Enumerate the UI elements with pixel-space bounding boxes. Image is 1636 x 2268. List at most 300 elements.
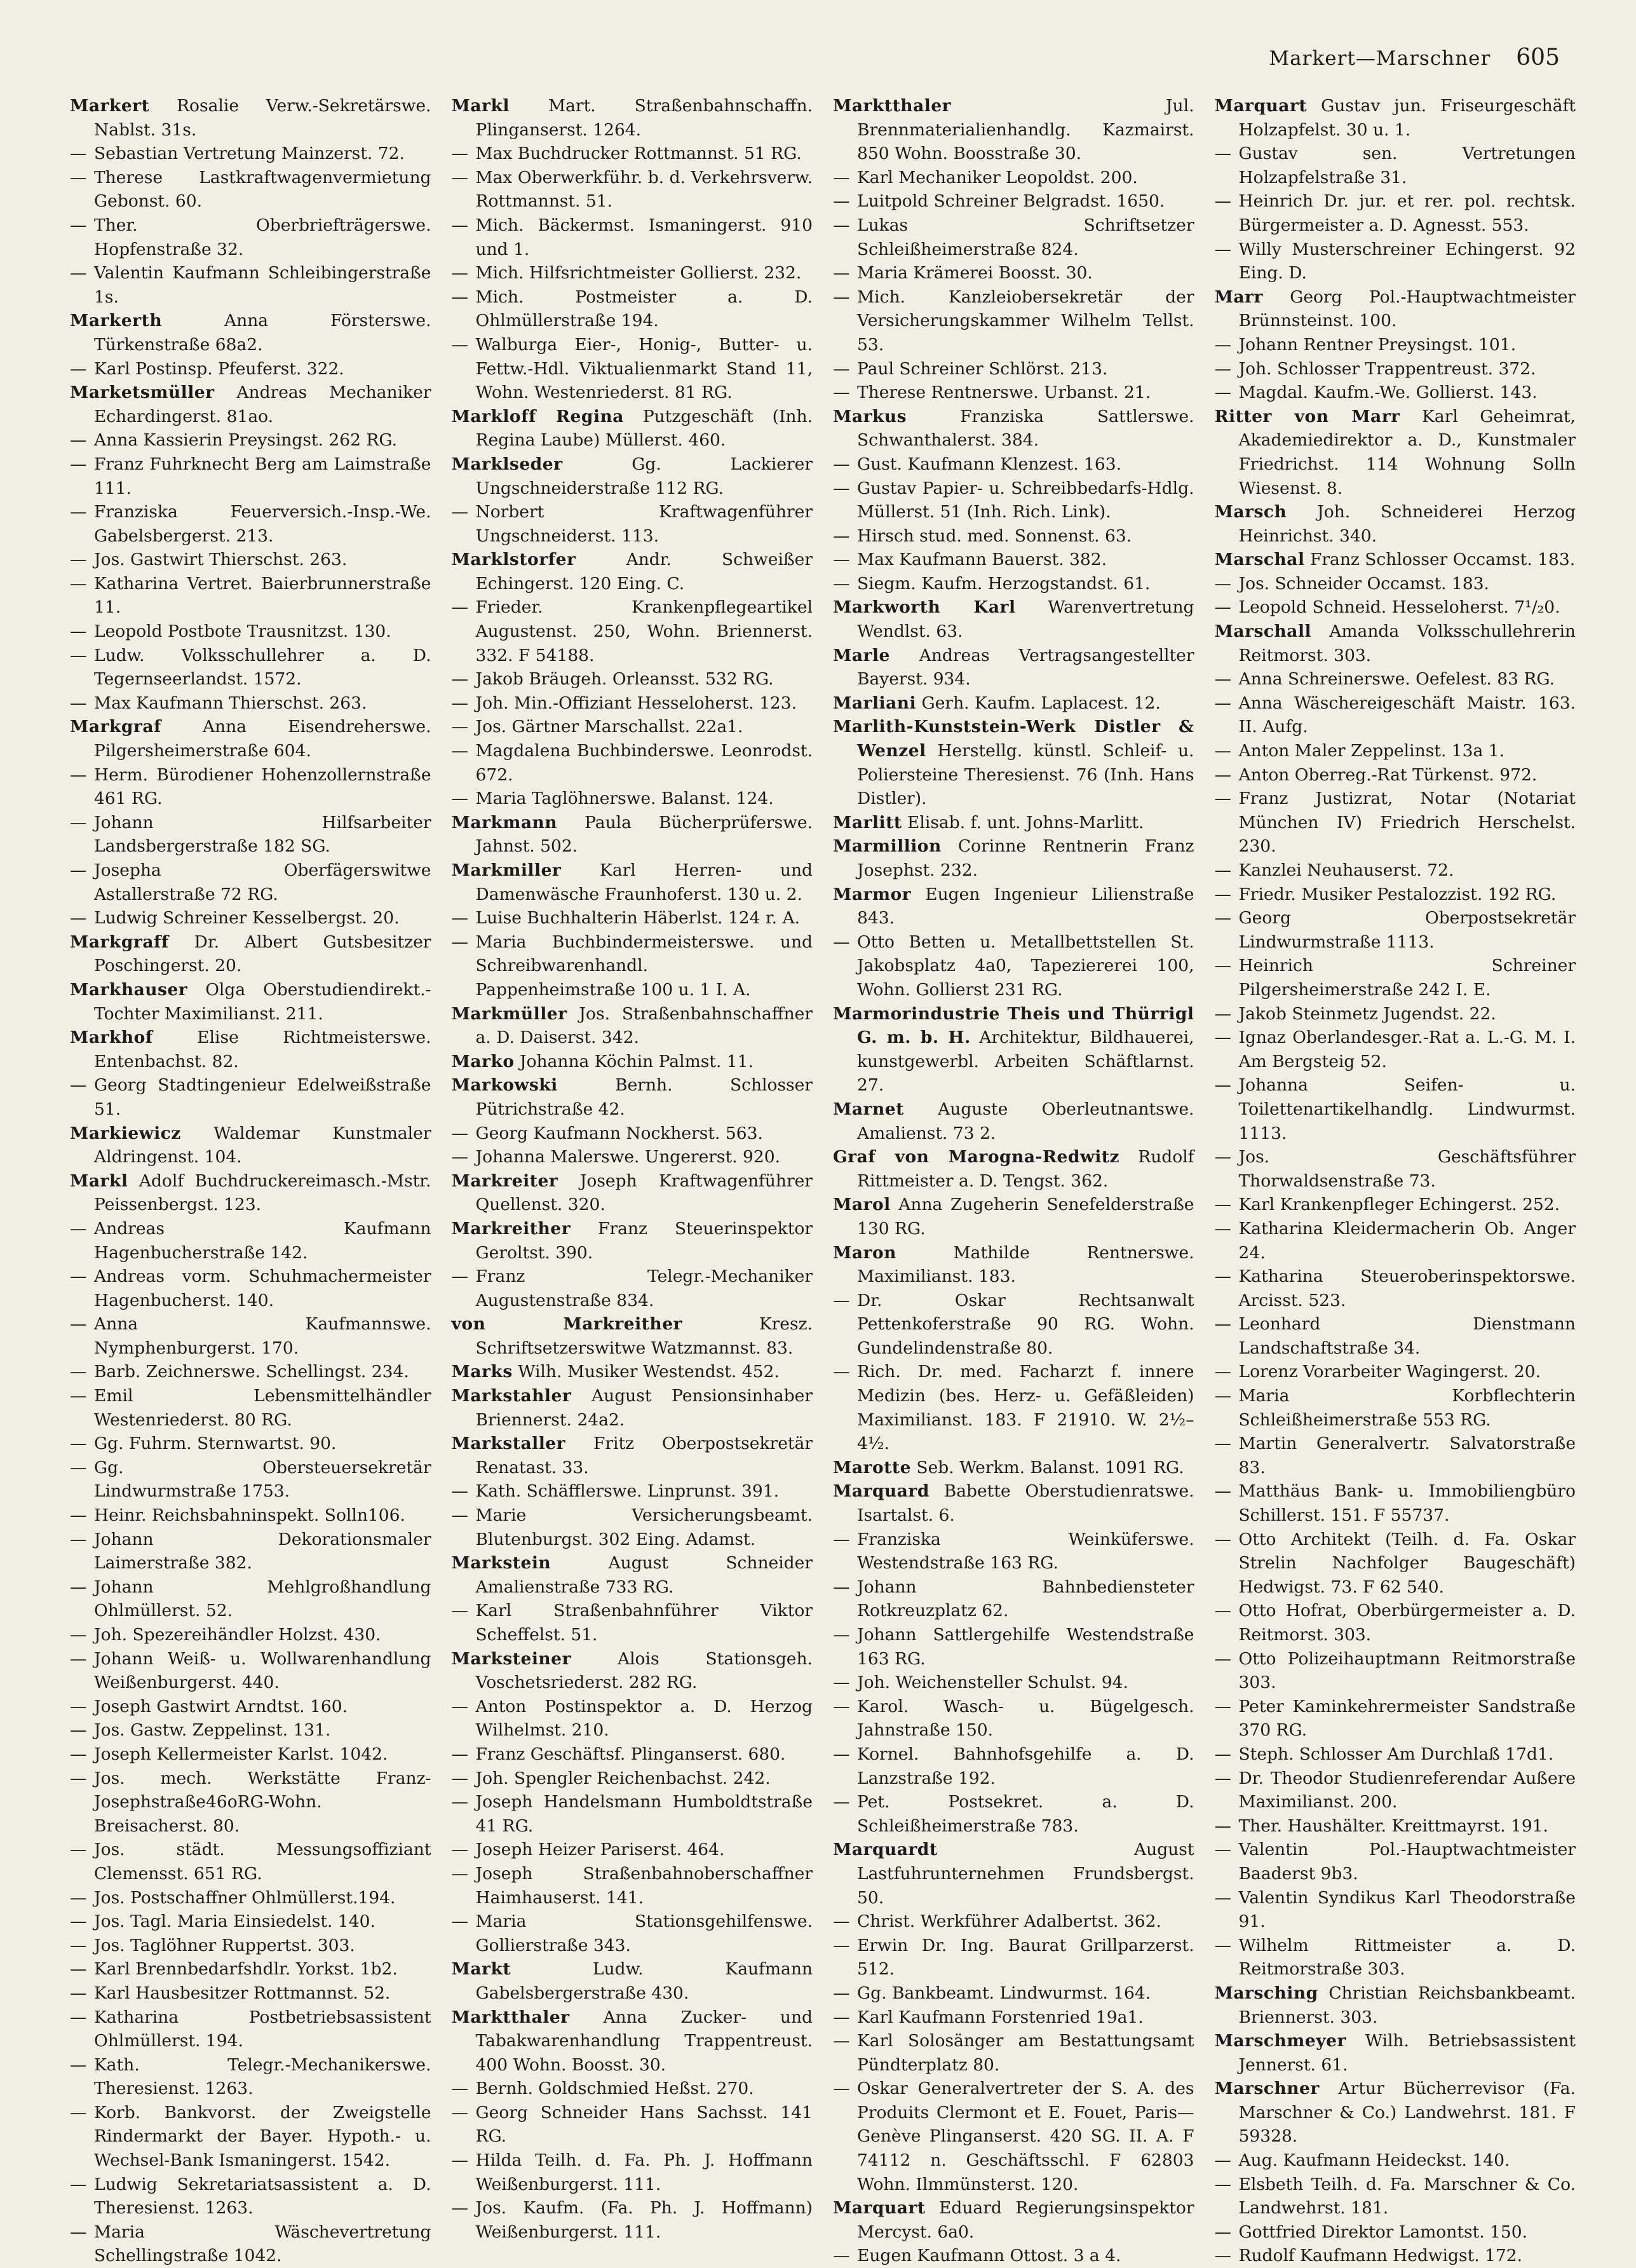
entry-surname: Marschmeyer [1214,2031,1346,2051]
entry-surname: Markus [833,406,907,426]
ditto-dash: — [451,693,468,713]
directory-subentry [70,1456,431,1504]
entry-details: Johanna Malerswe. Ungererst. 920. [475,1147,781,1167]
entry-details: Elisab. f. unt. Johns-Marlitt. [907,812,1144,832]
ditto-dash: — [833,932,850,952]
ditto-dash: — [451,287,468,307]
directory-subentry [1215,1384,1576,1432]
ditto-dash: — [451,1266,468,1287]
entry-details: Johann Dekorationsmaler Laimerstraße 382. [94,1529,431,1573]
entry-details: Katharina Vertret. Baierbrunnerstraße 11. [94,573,431,618]
entry-surname: Marquart [1214,96,1308,116]
entry-details: Andreas Kaufmann Hagenbucherstraße 142. [94,1218,431,1263]
directory-subentry [1215,787,1576,859]
directory-subentry [452,166,813,214]
directory-subentry [70,1384,431,1432]
ditto-dash: — [833,573,850,594]
entry-details: Maria Buchbindermeisterswe. und Schreibwarenhandl. Pappenheimstraße 100 u. 1 I. A. [475,932,813,1000]
entry-details: Friedr. Musiker Pestalozzist. 192 RG. [1238,884,1557,904]
ditto-dash: — [451,1768,468,1788]
directory-entry [452,1073,813,1121]
entry-details: Karl Straßenbahnführer Viktor Scheffelst. 51. [475,1601,813,1645]
entry-details: Georg Oberpostsekretär Lindwurmstraße 1113. [1238,908,1576,952]
directory-subentry [452,142,813,166]
ditto-dash: — [833,2246,850,2266]
directory-subentry [833,524,1194,548]
ditto-dash: — [451,1744,468,1764]
directory-subentry [452,285,813,333]
directory-subentry [70,1312,431,1360]
ditto-dash: — [1214,1840,1231,1860]
directory-subentry [833,2029,1194,2077]
entry-details: Siegm. Kaufm. Herzogstandst. 61. [857,573,1151,594]
entry-details: Dr. Oskar Rechtsanwalt Pettenkoferstraße 90 RG. Wohn. Gundelindenstraße 80. [857,1290,1194,1358]
directory-subentry [70,2053,431,2101]
entry-details: Erwin Dr. Ing. Baurat Grillparzerst. 512. [857,1935,1194,1979]
directory-subentry [1215,381,1576,405]
directory-entry [70,978,431,1026]
entry-surname: Marktthaler [833,96,952,116]
entry-details: Jos. Schneider Occamst. 183. [1238,573,1489,594]
entry-surname: Markerth [70,311,163,331]
ditto-dash: — [70,1935,87,1955]
entry-details: Leopold Postbote Trausnitzst. 130. [94,621,391,642]
entry-details: Anna Schreinerswe. Oefelest. 83 RG. [1238,669,1555,689]
ditto-dash: — [1214,1529,1231,1549]
directory-subentry [833,1671,1194,1695]
ditto-dash: — [833,1912,850,1932]
directory-entry [1215,285,1576,333]
ditto-dash: — [70,1720,87,1741]
directory-entry [452,1050,813,1074]
ditto-dash: — [70,1625,87,1645]
entry-surname: Marle [833,645,890,665]
entry-details: Wilh. Betriebsassistent Jennerst. 61. [1238,2031,1576,2075]
entry-details: Johann Sattlergehilfe Westendstraße 163 RG. [857,1625,1194,1669]
directory-subentry [70,811,431,859]
ditto-dash: — [1214,573,1231,594]
entry-details: Jul. Brennmaterialienhandlg. Kazmairst. 850 Wohn. Boosstraße 30. [857,96,1194,164]
directory-subentry [70,1504,431,1528]
directory-subentry [70,1528,431,1575]
ditto-dash: — [1214,1935,1231,1955]
directory-subentry [70,261,431,309]
entry-surname: Marschal [1214,550,1305,570]
directory-subentry [1215,1934,1576,1981]
entry-details: August Lastfuhrunternehmen Frundsbergst. 50. [857,1840,1194,1908]
ditto-dash: — [1214,669,1231,689]
entry-details: Ludwig Sekretariatsassistent a. D. Theresienst. 1263. [94,2174,431,2218]
directory-subentry [70,452,431,500]
entry-details: Karl Brennbedarfshdlr. Yorkst. 1b2. [94,1959,398,1979]
entry-details: Putzgeschäft (Inh. Regina Laube) Müllerst. 460. [475,406,813,451]
directory-entry [452,1432,813,1479]
directory-subentry [833,1695,1194,1742]
entry-details: Anna Wäschereigeschäft Maistr. 163. II. Aufg. [1238,693,1576,737]
entry-details: Rudolf Rittmeister a. D. Tengst. 362. [857,1147,1194,1191]
page-header [76,44,1560,70]
entry-details: Karl Solosänger am Bestattungsamt Pündterplatz 80. [857,2031,1194,2075]
entry-details: Franz Geschäftsf. Plinganserst. 680. [475,1744,786,1764]
directory-subentry [452,1910,813,1957]
entry-details: Gerh. Kaufm. Laplacest. 12. [921,693,1161,713]
directory-subentry [452,930,813,1002]
ditto-dash: — [451,717,468,737]
entry-details: Alois Stationsgeh. Voschetsriederst. 282 RG. [475,1648,813,1693]
directory-subentry [70,1838,431,1885]
entry-details: Mich. Kanzleiobersekretär der Versicherungskammer Wilhelm Tellst. 53. [857,287,1194,355]
directory-subentry [833,1623,1194,1671]
entry-surname: Graf von Marogna-Redwitz [833,1147,1120,1167]
entry-details: Maria Korbflechterin Schleißheimerstraße 553 RG. [1238,1386,1576,1430]
entry-surname: Marmor [833,884,912,904]
ditto-dash: — [70,1696,87,1716]
entry-details: Luise Buchhalterin Häberlst. 124 r. A. [475,908,801,928]
directory-subentry [452,906,813,930]
directory-subentry [1215,1217,1576,1265]
ditto-dash: — [451,741,468,761]
entry-surname: Marschall [1214,621,1312,642]
ditto-dash: — [70,2054,87,2075]
directory-subentry [70,1575,431,1623]
entry-details: Andreas Mechaniker Echardingerst. 81ao. [94,383,431,426]
ditto-dash: — [833,2007,850,2027]
directory-subentry [833,1790,1194,1838]
entry-details: Lukas Schriftsetzer Schleißheimerstraße 824. [857,215,1194,259]
entry-details: Frieder. Krankenpflegeartikel Augustenst. 250, Wohn. Briennerst. 332. F 54188. [475,597,813,665]
entry-details: Gg. Lackierer Ungschneiderstraße 112 RG. [475,454,813,498]
directory-entry [833,1241,1194,1289]
ditto-dash: — [833,478,850,498]
ditto-dash: — [1214,1816,1231,1836]
entry-details: Jos. Gärtner Marschallst. 22a1. [475,717,743,737]
entry-surname: Markgraf [70,717,161,737]
directory-subentry [70,1767,431,1838]
entry-details: Otto Betten u. Metallbettstellen St. Jakobsplatz 4a0, Tapeziererei 100, Wohn. Gollierst 231 RG. [857,932,1194,1000]
ditto-dash: — [1214,191,1231,212]
directory-subentry [452,500,813,548]
directory-entry [833,1479,1194,1527]
entry-details: Joseph Kellermeister Karlst. 1042. [94,1744,388,1764]
entry-details: Lorenz Vorarbeiter Wagingerst. 20. [1238,1362,1541,1382]
entry-details: Anna Eisendreherswe. Pilgersheimerstraße 604. [94,717,431,761]
ditto-dash: — [451,334,468,355]
entry-details: Joseph Straßenbahnoberschaffner Haimhauserst. 141. [475,1863,813,1908]
entry-details: Steph. Schlosser Am Durchlaß 17d1. [1238,1744,1554,1764]
entry-details: Maria Wäschevertretung Schellingstraße 1042. [94,2222,431,2266]
directory-subentry [70,1623,431,1647]
entry-surname: Markstahler [451,1386,572,1406]
directory-subentry [452,1504,813,1551]
entry-details: Warenvertretung Wendlst. 63. [857,597,1194,642]
directory-subentry [452,333,813,405]
directory-subentry [70,2006,431,2053]
ditto-dash: — [451,932,468,952]
entry-details: Kath. Telegr.-Mechanikerswe. Theresienst. 1263. [94,2054,431,2099]
directory-entry [452,1360,813,1384]
entry-details: Max Kaufmann Thierschst. 263. [94,693,367,713]
ditto-dash: — [70,1887,87,1908]
ditto-dash: — [833,358,850,379]
directory-subentry [1215,2149,1576,2173]
directory-subentry [1215,1886,1576,1934]
entry-details: Ludw. Volksschullehrer a. D. Tegernseerlandst. 1572. [94,645,431,689]
ditto-dash: — [1214,1075,1231,1096]
entry-details: Ludw. Kaufmann Gabelsbergerstraße 430. [475,1959,813,2003]
entry-details: Johanna Köchin Palmst. 11. [519,1051,754,1071]
ditto-dash: — [1214,1434,1231,1454]
ditto-dash: — [451,1601,468,1621]
directory-subentry [1215,1193,1576,1217]
directory-columns [70,94,1576,2266]
entry-surname: Markhauser [70,979,188,1000]
directory-subentry [70,166,431,214]
entry-details: Max Buchdrucker Rottmannst. 51 RG. [475,144,802,164]
entry-details: Dr. Theodor Studienreferendar Außere Maximilianst. 200. [1238,1768,1576,1812]
entry-details: Mich. Hilfsrichtmeister Gollierst. 232. [475,263,802,283]
entry-surname: Marquardt [833,1840,938,1860]
entry-details: Joh. Schneiderei Herzog Heinrichst. 340. [1238,502,1576,546]
ditto-dash: — [1214,1362,1231,1382]
entry-surname: Marol [833,1195,891,1215]
directory-subentry [452,1265,813,1312]
ditto-dash: — [833,1673,850,1693]
entry-details: Gustav Papier- u. Schreibbedarfs-Hdlg. Müllerst. 51 (Inh. Rich. Link). [857,478,1194,522]
directory-subentry [70,142,431,166]
ditto-dash: — [451,1792,468,1812]
directory-entry [452,1002,813,1050]
entry-details: Babette Oberstudienratswe. Isartalst. 6. [857,1481,1194,1526]
entry-details: Auguste Oberleutnantswe. Amalienst. 73 2. [857,1099,1194,1143]
entry-surname: Markgraff [70,932,169,952]
directory-subentry [452,2077,813,2101]
directory-subentry [833,214,1194,261]
ditto-dash: — [70,1457,87,1477]
entry-surname: Marr [1214,287,1263,307]
directory-subentry [452,691,813,716]
directory-subentry [1215,763,1576,787]
directory-subentry [70,644,431,691]
ditto-dash: — [833,1696,850,1716]
directory-subentry [452,261,813,285]
directory-subentry [1215,1073,1576,1145]
entry-details: August Pensionsinhaber Briennerst. 24a2. [475,1386,813,1430]
ditto-dash: — [70,1959,87,1979]
ditto-dash: — [1214,597,1231,618]
directory-subentry [1215,954,1576,1002]
ditto-dash: — [1214,741,1231,761]
directory-subentry [70,1886,431,1910]
entry-surname: Marliani [833,693,917,713]
ditto-dash: — [70,1386,87,1406]
directory-subentry [833,1289,1194,1361]
entry-surname: Marlith-Kunststein-Werk Distler & Wenzel [833,717,1194,761]
entry-details: Johann Bahnbediensteter Rotkreuzplatz 62. [857,1577,1194,1621]
directory-entry [70,381,431,428]
ditto-dash: — [70,693,87,713]
ditto-dash: — [1214,144,1231,164]
directory-entry [70,94,431,142]
entry-surname: Markt [451,1959,511,1979]
entry-surname: Markmüller [451,1003,567,1024]
ditto-dash: — [451,1840,468,1860]
ditto-dash: — [70,1648,87,1669]
entry-details: Rudolf Kaufmann Hedwigst. 172. [1238,2246,1523,2266]
directory-subentry [1215,238,1576,285]
entry-surname: Marotte [833,1457,911,1477]
column-4 [1215,94,1576,2268]
directory-entry [452,452,813,500]
directory-entry [452,811,813,859]
directory-entry [452,1551,813,1599]
running-title: Markert—Marschner [1269,47,1491,70]
directory-subentry [1215,739,1576,763]
entry-details: Pet. Postsekret. a. D. Schleißheimerstraße 783. [857,1792,1194,1836]
directory-subentry [452,667,813,691]
directory-subentry [70,1981,431,2006]
entry-details: Eugen Ingenieur Lilienstraße 843. [857,884,1194,928]
entry-surname: Marko [451,1051,515,1071]
directory-entry [833,94,1194,166]
entry-details: Peter Kaminkehrermeister Sandstraße 370 RG. [1238,1696,1576,1741]
entry-surname: Markhof [70,1028,153,1048]
directory-subentry [833,2077,1194,2196]
directory-subentry [833,357,1194,381]
ditto-dash: — [451,908,468,928]
entry-details: Herstellg. künstl. Schleif- u. Poliersteine Theresienst. 76 (Inh. Hans Distler). [857,741,1194,809]
ditto-dash: — [833,1935,850,1955]
directory-subentry [1215,1360,1576,1384]
directory-subentry [833,1742,1194,1790]
directory-entry [452,1384,813,1432]
directory-entry [1215,548,1576,572]
ditto-dash: — [70,1529,87,1549]
directory-entry [833,644,1194,691]
ditto-dash: — [451,215,468,235]
ditto-dash: — [833,191,850,212]
directory-subentry [1215,1838,1576,1885]
directory-subentry [833,1910,1194,1934]
ditto-dash: — [1214,334,1231,355]
ditto-dash: — [833,2079,850,2099]
entry-details: Katharina Steueroberinspektorswe. Arcisst. 523. [1238,1266,1576,1310]
ditto-dash: — [70,1434,87,1454]
directory-subentry [70,1934,431,1958]
ditto-dash: — [70,167,87,187]
directory-subentry [452,1790,813,1838]
directory-subentry [833,1934,1194,1981]
entry-details: Mathilde Rentnerswe. Maximilianst. 183. [857,1242,1194,1287]
ditto-dash: — [451,669,468,689]
entry-details: Franziska Feuerversich.-Insp.-We. Gabelsbergerst. 213. [94,502,431,546]
directory-subentry [1215,2173,1576,2220]
entry-details: Rich. Dr. med. Facharzt f. innere Medizin (bes. Herz- u. Gefäßleiden) Maximilianst. 183. F 21910. W. 2½–4½. [857,1362,1194,1454]
ditto-dash: — [1214,1314,1231,1334]
directory-entry [833,691,1194,716]
entry-details: Jos. mech. Werkstätte Franz-Josephstraße46oRG-Wohn. Breisacherst. 80. [94,1768,431,1836]
ditto-dash: — [1214,908,1231,928]
entry-details: Jos. Kaufm. (Fa. Ph. J. Hoffmann) Weißenburgerst. 111. [475,2198,813,2242]
entry-details: August Schneider Amalienstraße 733 RG. [475,1553,813,1597]
directory-entry [833,883,1194,930]
directory-subentry [70,1742,431,1767]
ditto-dash: — [1214,1768,1231,1788]
directory-entry [452,405,813,452]
directory-entry [70,309,431,356]
directory-subentry [70,620,431,644]
entry-details: Jos. Tagl. Maria Einsiedelst. 140. [94,1912,375,1932]
directory-subentry [1215,1312,1576,1360]
column-3 [833,94,1194,2268]
ditto-dash: — [70,621,87,642]
directory-entry [833,405,1194,452]
directory-subentry [70,357,431,381]
ditto-dash: — [1214,1601,1231,1621]
entry-details: Karl Kaufmann Forstenried 19a1. [857,2007,1144,2027]
entry-details: Paul Schreiner Schlörst. 213. [857,358,1108,379]
directory-subentry [1215,1599,1576,1647]
directory-subentry [1215,691,1576,739]
entry-surname: Marlitt [833,812,902,832]
directory-subentry [452,1862,813,1910]
ditto-dash: — [70,2222,87,2242]
directory-subentry [452,1742,813,1767]
directory-entry [833,1002,1194,1097]
directory-subentry [1215,667,1576,691]
directory-entry [70,930,431,978]
directory-entry [1215,620,1576,667]
ditto-dash: — [1214,239,1231,259]
directory-subentry [833,930,1194,1002]
directory-subentry [1215,1432,1576,1479]
directory-subentry [70,2101,431,2173]
entry-details: Anton Oberreg.-Rat Türkenst. 972. [1238,764,1538,785]
entry-details: Max Kaufmann Bauerst. 382. [857,550,1107,570]
ditto-dash: — [70,1983,87,2003]
entry-surname: Marktthaler [451,2007,570,2027]
entry-surname: Markstein [451,1553,551,1573]
directory-subentry [452,595,813,667]
directory-entry [452,548,813,595]
ditto-dash: — [1214,383,1231,403]
entry-surname: Markl [70,1171,128,1191]
ditto-dash: — [833,1625,850,1645]
ditto-dash: — [451,167,468,187]
entry-surname: Markert [70,96,150,116]
entry-details: Kanzlei Neuhauserst. 72. [1238,860,1454,880]
ditto-dash: — [70,1314,87,1334]
directory-subentry [1215,572,1576,596]
entry-details: Andreas vorm. Schuhmachermeister Hagenbucherst. 140. [94,1266,431,1310]
directory-entry [1215,94,1576,142]
entry-details: Bernh. Goldschmied Heßst. 270. [475,2079,754,2099]
entry-details: Eugen Kaufmann Ottost. 3 a 4. [857,2246,1121,2266]
entry-details: Kresz. Schriftsetzerswitwe Watzmannst. 83. [475,1314,813,1358]
ditto-dash: — [1214,860,1231,880]
directory-entry [452,859,813,906]
entry-details: Gustav sen. Vertretungen Holzapfelstraße 31. [1238,144,1576,187]
entry-details: Kornel. Bahnhofsgehilfe a. D. Lanzstraße 192. [857,1744,1194,1788]
entry-details: Ignaz Oberlandesger.-Rat a. L.-G. M. I. Am Bergsteig 52. [1238,1028,1576,1071]
ditto-dash: — [833,167,850,187]
entry-details: Franz Steuerinspektor Geroltst. 390. [475,1218,813,1263]
directory-entry [833,595,1194,643]
directory-subentry [70,1910,431,1934]
entry-details: Christian Reichsbankbeamt. Briennerst. 303. [1238,1983,1576,2027]
entry-surname: Marksteiner [451,1648,572,1669]
entry-details: Gg. Fuhrm. Sternwartst. 90. [94,1434,337,1454]
ditto-dash: — [70,1362,87,1382]
